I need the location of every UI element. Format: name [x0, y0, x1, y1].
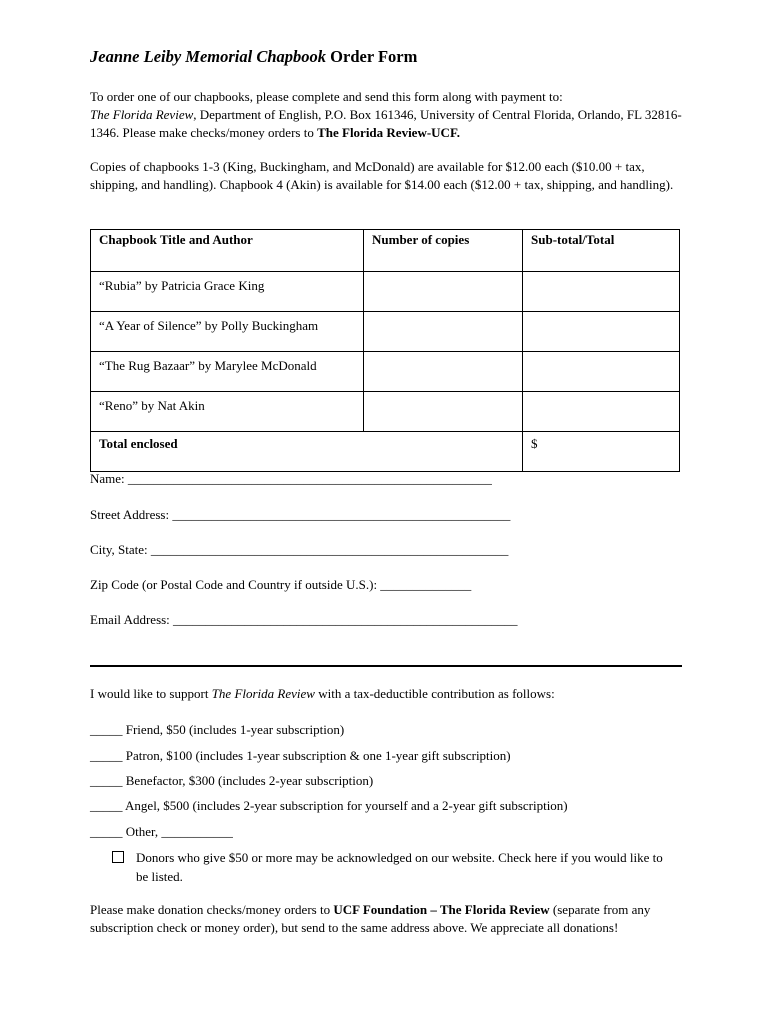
- chapbook-title: “Rubia” by Patricia Grace King: [91, 272, 364, 312]
- name-field[interactable]: Name: ________________________________________________________: [90, 471, 492, 486]
- title-rest: Order Form: [326, 47, 418, 66]
- order-table: [90, 229, 680, 472]
- city-state-field[interactable]: City, State: _______________________________________________________: [90, 542, 509, 557]
- intro-address: , Department of English, P.O. Box 161346, University of Central Florida, Orlando, FL 32816-1346. Please make checks/money orders to: [90, 107, 682, 140]
- copies-cell[interactable]: [364, 312, 523, 352]
- intro-journal: The Florida Review: [90, 107, 194, 122]
- table-row: [91, 392, 680, 432]
- chapbook-title: “The Rug Bazaar” by Marylee McDonald: [91, 352, 364, 392]
- subtotal-cell[interactable]: [523, 312, 680, 352]
- table-row: [91, 352, 680, 392]
- option-angel[interactable]: _____ Angel, $500 (includes 2-year subscription for yourself and a 2-year gift subscription): [90, 798, 568, 813]
- title-italic: Jeanne Leiby Memorial Chapbook: [90, 47, 327, 66]
- intro-paragraph: [90, 88, 690, 142]
- street-address-field[interactable]: Street Address: ____________________________________________________: [90, 507, 511, 522]
- table-row: [91, 312, 680, 352]
- chapbook-title: “A Year of Silence” by Polly Buckingham: [91, 312, 364, 352]
- zip-code-field[interactable]: Zip Code (or Postal Code and Country if outside U.S.): ______________: [90, 577, 472, 592]
- subtotal-cell[interactable]: [523, 352, 680, 392]
- donation-post: (separate from any subscription check or money order), but send to the same address above. We appreciate all donations!: [90, 902, 651, 935]
- support-intro-pre: I would like to support: [90, 686, 212, 701]
- subtotal-cell[interactable]: [523, 392, 680, 432]
- page-title: [90, 47, 417, 67]
- table-row: [91, 272, 680, 312]
- section-divider: [90, 665, 682, 667]
- option-patron[interactable]: _____ Patron, $100 (includes 1-year subscription & one 1-year gift subscription): [90, 748, 511, 763]
- header-copies: Number of copies: [364, 230, 523, 272]
- subtotal-cell[interactable]: [523, 272, 680, 312]
- donation-payee: UCF Foundation – The Florida Review: [333, 902, 550, 917]
- header-subtotal: Sub-total/Total: [523, 230, 680, 272]
- support-intro: [90, 686, 555, 702]
- donation-pre: Please make donation checks/money orders to: [90, 902, 334, 917]
- copies-cell[interactable]: [364, 272, 523, 312]
- pricing-paragraph: Copies of chapbooks 1-3 (King, Buckingham, and McDonald) are available for $12.00 each ($10.00 + tax, shipping, and handling). Chapbook 4 (Akin) is available for $14.00 each ($12.00 + tax, shipping, and handling).: [90, 159, 674, 192]
- total-value[interactable]: $: [523, 432, 680, 472]
- total-row: [91, 432, 680, 472]
- acknowledge-checkbox[interactable]: [112, 851, 124, 863]
- option-friend[interactable]: _____ Friend, $50 (includes 1-year subscription): [90, 722, 345, 737]
- intro-line1: To order one of our chapbooks, please complete and send this form along with payment to:: [90, 89, 563, 104]
- copies-cell[interactable]: [364, 392, 523, 432]
- copies-cell[interactable]: [364, 352, 523, 392]
- donation-instructions: [90, 901, 690, 937]
- support-intro-post: with a tax-deductible contribution as follows:: [314, 686, 555, 701]
- header-title-author: Chapbook Title and Author: [91, 230, 364, 272]
- email-address-field[interactable]: Email Address: _____________________________________________________: [90, 612, 518, 627]
- intro-payee: The Florida Review-UCF.: [317, 125, 460, 140]
- table-header-row: [91, 230, 680, 272]
- support-intro-journal: The Florida Review: [211, 686, 315, 701]
- chapbook-title: “Reno” by Nat Akin: [91, 392, 364, 432]
- total-label: Total enclosed: [91, 432, 523, 472]
- acknowledge-text: Donors who give $50 or more may be acknowledged on our website. Check here if you would like to be listed.: [136, 850, 663, 884]
- option-benefactor[interactable]: _____ Benefactor, $300 (includes 2-year subscription): [90, 773, 374, 788]
- option-other[interactable]: _____ Other, ___________: [90, 824, 233, 839]
